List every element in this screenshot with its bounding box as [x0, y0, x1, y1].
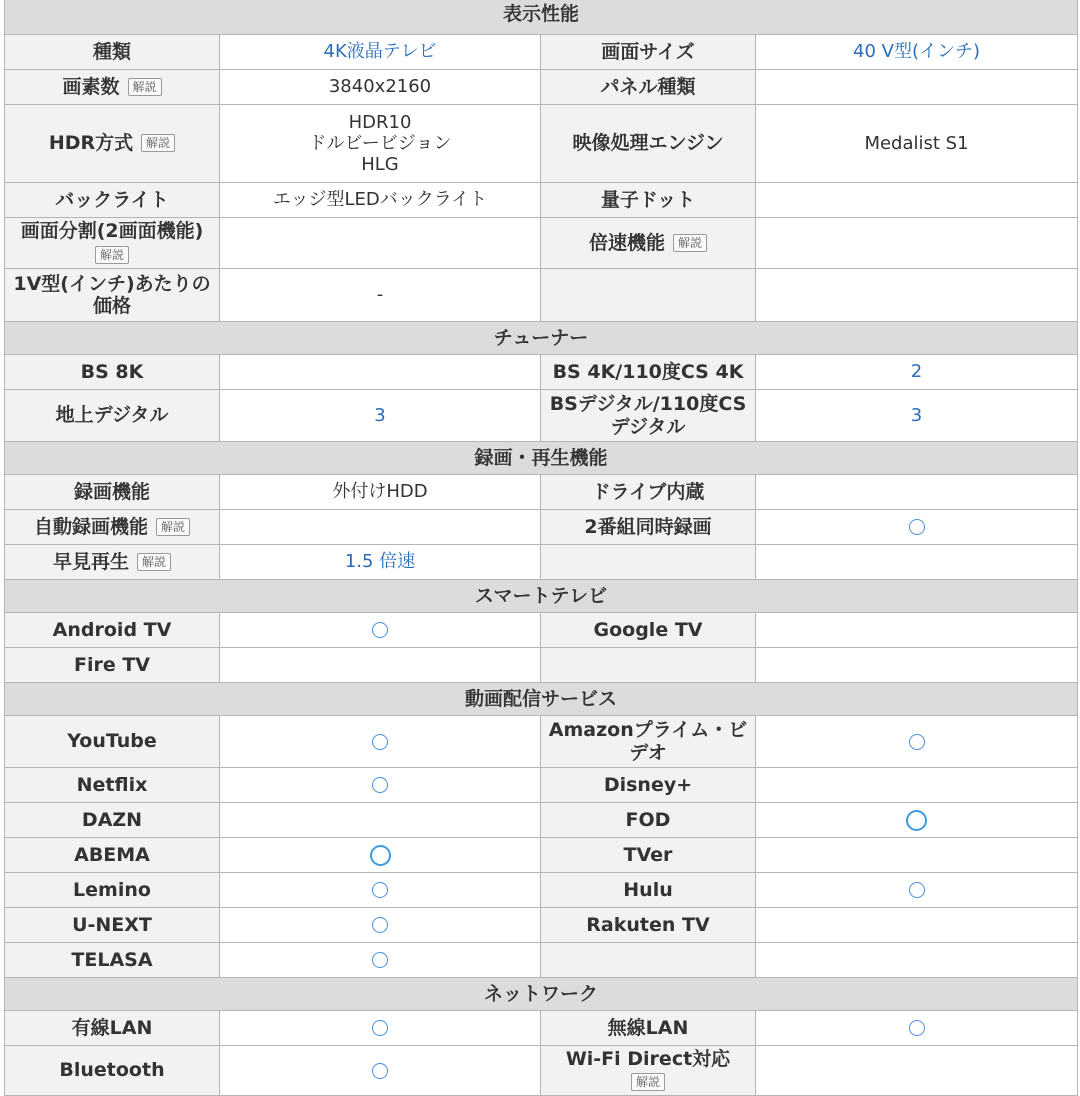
- label-fast-play: 早見再生: [52, 550, 129, 573]
- label-wired-lan: 有線LAN: [5, 1011, 220, 1046]
- yes-circle-icon: [372, 622, 388, 638]
- label-engine: 映像処理エンジン: [541, 105, 756, 183]
- label-auto-record-cell: [5, 510, 220, 545]
- section-recording: 録画・再生機能: [5, 442, 1078, 475]
- yes-circle-icon: [372, 1063, 388, 1079]
- value-bluetooth: [220, 1046, 541, 1096]
- label-bs-digital-line-2: デジタル: [610, 415, 686, 438]
- label-price-line-2: 価格: [92, 295, 131, 317]
- label-speed-cell: [541, 218, 756, 269]
- label-dual-record: 2番組同時録画: [541, 510, 756, 545]
- explain-split-button[interactable]: 解説: [95, 246, 129, 264]
- value-netflix: [220, 768, 541, 803]
- label-fod: FOD: [541, 803, 756, 838]
- value-type-link[interactable]: 4K液晶テレビ: [220, 35, 541, 70]
- empty-value: [756, 943, 1078, 978]
- yes-circle-icon: [909, 519, 925, 535]
- empty-value: [756, 269, 1078, 322]
- value-dazn: [220, 803, 541, 838]
- section-smart-tv: スマートテレビ: [5, 580, 1078, 613]
- value-dual-record: [756, 510, 1078, 545]
- label-android-tv: Android TV: [5, 613, 220, 648]
- label-fast-play-cell: [5, 545, 220, 580]
- explain-hdr-button[interactable]: 解説: [141, 134, 175, 152]
- value-hdr: [220, 105, 541, 183]
- empty-value: [756, 545, 1078, 580]
- label-hulu: Hulu: [541, 873, 756, 908]
- value-price-per-inch: -: [220, 269, 541, 322]
- label-split: 画面分割(2画面機能): [20, 220, 204, 243]
- label-lemino: Lemino: [5, 873, 220, 908]
- value-bs8k: [220, 355, 541, 390]
- section-tuner: チューナー: [5, 322, 1078, 355]
- label-price-per-inch: [5, 269, 220, 322]
- yes-circle-icon: [909, 882, 925, 898]
- value-backlight: エッジ型LEDバックライト: [220, 183, 541, 218]
- yes-circle-icon: [906, 810, 927, 831]
- label-bs-digital-line-1: BSデジタル/110度CS: [549, 393, 747, 416]
- label-backlight: バックライト: [5, 183, 220, 218]
- section-streaming: 動画配信サービス: [5, 683, 1078, 716]
- value-terrestrial-link[interactable]: 3: [220, 390, 541, 442]
- value-hulu: [756, 873, 1078, 908]
- label-amazon-prime-video: [541, 716, 756, 768]
- label-youtube: YouTube: [5, 716, 220, 768]
- label-split-cell: [5, 218, 220, 269]
- yes-circle-icon: [370, 845, 391, 866]
- empty-label: [541, 269, 756, 322]
- explain-auto-record-button[interactable]: 解説: [156, 518, 190, 536]
- section-display-performance: 表示性能: [5, 0, 1078, 35]
- label-bs8k: BS 8K: [5, 355, 220, 390]
- value-recording: 外付けHDD: [220, 475, 541, 510]
- yes-circle-icon: [372, 882, 388, 898]
- label-type: 種類: [5, 35, 220, 70]
- label-rakuten-tv: Rakuten TV: [541, 908, 756, 943]
- label-google-tv: Google TV: [541, 613, 756, 648]
- yes-circle-icon: [909, 734, 925, 750]
- value-wireless-lan: [756, 1011, 1078, 1046]
- label-disney-plus: Disney+: [541, 768, 756, 803]
- value-rakuten-tv: [756, 908, 1078, 943]
- explain-speed-button[interactable]: 解説: [673, 234, 707, 252]
- value-split: [220, 218, 541, 269]
- value-fast-play-link[interactable]: 1.5 倍速: [220, 545, 541, 580]
- value-disney-plus: [756, 768, 1078, 803]
- empty-label: [541, 648, 756, 683]
- empty-label: [541, 943, 756, 978]
- explain-wifi-direct-button[interactable]: 解説: [631, 1073, 665, 1091]
- label-abema: ABEMA: [5, 838, 220, 873]
- label-wifi-direct-cell: [541, 1046, 756, 1096]
- value-amazon-prime-video: [756, 716, 1078, 768]
- spec-table: [4, 0, 1078, 1096]
- yes-circle-icon: [372, 734, 388, 750]
- yes-circle-icon: [372, 777, 388, 793]
- value-wired-lan: [220, 1011, 541, 1046]
- value-lemino: [220, 873, 541, 908]
- label-pixels-cell: [5, 70, 220, 105]
- value-built-in-drive: [756, 475, 1078, 510]
- value-bs-digital-link[interactable]: 3: [756, 390, 1078, 442]
- label-built-in-drive: ドライブ内蔵: [541, 475, 756, 510]
- explain-fast-play-button[interactable]: 解説: [137, 553, 171, 571]
- value-panel-type: [756, 70, 1078, 105]
- value-pixels: 3840x2160: [220, 70, 541, 105]
- label-amazon-line-1: Amazonプライム・ビ: [548, 719, 748, 742]
- value-u-next: [220, 908, 541, 943]
- label-tver: TVer: [541, 838, 756, 873]
- yes-circle-icon: [372, 917, 388, 933]
- label-netflix: Netflix: [5, 768, 220, 803]
- empty-label: [541, 545, 756, 580]
- label-recording: 録画機能: [5, 475, 220, 510]
- explain-pixels-button[interactable]: 解説: [128, 78, 162, 96]
- empty-value: [756, 648, 1078, 683]
- value-android-tv: [220, 613, 541, 648]
- label-panel-type: パネル種類: [541, 70, 756, 105]
- label-auto-record: 自動録画機能: [33, 515, 148, 538]
- value-hdr-1: HDR10: [348, 111, 412, 133]
- section-network: ネットワーク: [5, 978, 1078, 1011]
- value-bs4k-link[interactable]: 2: [756, 355, 1078, 390]
- label-quantum-dot: 量子ドット: [541, 183, 756, 218]
- label-dazn: DAZN: [5, 803, 220, 838]
- value-tver: [756, 838, 1078, 873]
- label-u-next: U-NEXT: [5, 908, 220, 943]
- label-bs-digital: [541, 390, 756, 442]
- value-fod: [756, 803, 1078, 838]
- value-auto-record: [220, 510, 541, 545]
- yes-circle-icon: [372, 952, 388, 968]
- value-google-tv: [756, 613, 1078, 648]
- label-wifi-direct: Wi-Fi Direct対応: [565, 1047, 731, 1070]
- value-wifi-direct: [756, 1046, 1078, 1096]
- value-telasa: [220, 943, 541, 978]
- label-bs4k: BS 4K/110度CS 4K: [541, 355, 756, 390]
- value-screen-size-link[interactable]: 40 V型(インチ): [756, 35, 1078, 70]
- label-fire-tv: Fire TV: [5, 648, 220, 683]
- value-abema: [220, 838, 541, 873]
- yes-circle-icon: [909, 1020, 925, 1036]
- yes-circle-icon: [372, 1020, 388, 1036]
- label-wireless-lan: 無線LAN: [541, 1011, 756, 1046]
- value-hdr-3: HLG: [361, 154, 399, 176]
- label-amazon-line-2: デオ: [629, 741, 667, 764]
- value-fire-tv: [220, 648, 541, 683]
- value-hdr-2: ドルビービジョン: [308, 132, 452, 154]
- label-pixels: 画素数: [62, 75, 120, 98]
- label-terrestrial: 地上デジタル: [5, 390, 220, 442]
- label-bluetooth: Bluetooth: [5, 1046, 220, 1096]
- value-youtube: [220, 716, 541, 768]
- label-screen-size: 画面サイズ: [541, 35, 756, 70]
- label-hdr-cell: [5, 105, 220, 183]
- label-hdr: HDR方式: [48, 132, 134, 155]
- label-speed: 倍速機能: [588, 231, 665, 254]
- value-quantum-dot: [756, 183, 1078, 218]
- label-price-line-1: 1V型(インチ)あたりの: [13, 272, 211, 295]
- value-speed: [756, 218, 1078, 269]
- label-telasa: TELASA: [5, 943, 220, 978]
- value-engine: Medalist S1: [756, 105, 1078, 183]
